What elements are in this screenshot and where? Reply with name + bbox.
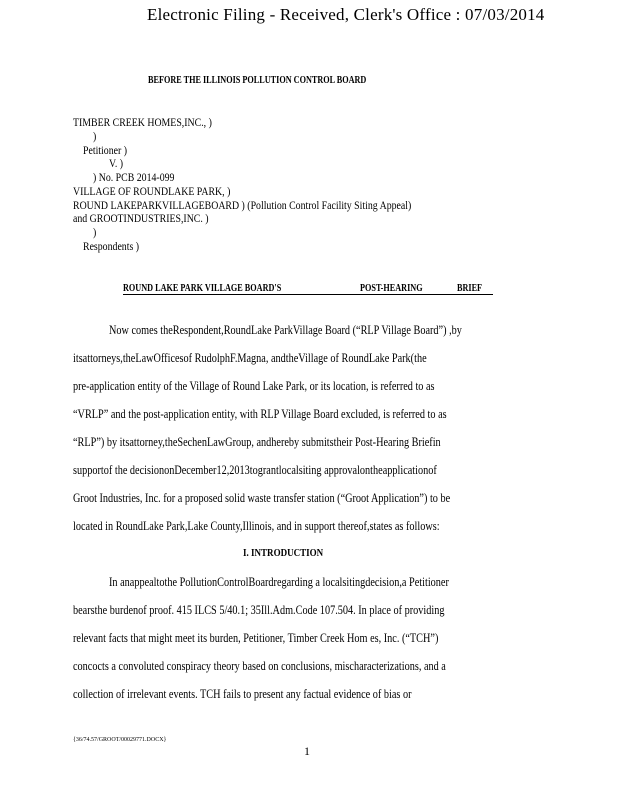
paragraph-line: collection of irrelevant events. TCH fails to present any factual evidence of bias or	[73, 687, 412, 701]
caption-line: )	[93, 225, 97, 239]
caption-line: ) No. PCB 2014-099	[93, 170, 175, 184]
paragraph-line: “RLP”) by itsattorney,theSechenLawGroup, andhereby submitstheir Post-Hearing Briefin	[73, 435, 441, 449]
brief-title-underline	[123, 294, 493, 295]
court-title: BEFORE THE ILLINOIS POLLUTION CONTROL BOARD	[148, 75, 367, 86]
paragraph-line: Groot Industries, Inc. for a proposed solid waste transfer station (“Groot Application”) to be	[73, 491, 451, 505]
brief-title-part1: ROUND LAKE PARK VILLAGE BOARD'S	[123, 283, 282, 294]
paragraph-line: Now comes theRespondent,RoundLake ParkVillage Board (“RLP Village Board”) ,by	[109, 323, 462, 337]
paragraph-line: supportof the decisiononDecember12,2013tograntlocalsiting approvalontheapplicationof	[73, 463, 437, 477]
paragraph-line: concocts a convoluted conspiracy theory based on conclusions, mischaracterizations, and a	[73, 659, 446, 673]
paragraph-line: pre-application entity of the Village of Round Lake Park, or its location, is referred to as	[73, 379, 435, 393]
document-reference: {36/74.57/GROOT/00029771.DOCX}	[73, 737, 167, 743]
paragraph-line: bearsthe burdenof proof. 415 ILCS 5/40.1; 35Ill.Adm.Code 107.504. In place of providing	[73, 603, 445, 617]
caption-line: TIMBER CREEK HOMES,INC., )	[73, 115, 212, 129]
caption-line: VILLAGE OF ROUNDLAKE PARK, )	[73, 184, 231, 198]
paragraph-line: located in RoundLake Park,Lake County,Illinois, and in support thereof,states as follows:	[73, 519, 440, 533]
caption-line: )	[93, 129, 97, 143]
caption-line: ROUND LAKEPARKVILLAGEBOARD ) (Pollution Control Facility Siting Appeal)	[73, 198, 412, 212]
paragraph-line: “VRLP” and the post-application entity, with RLP Village Board excluded, is referred to as	[73, 407, 447, 421]
paragraph-line: In anappealtothe PollutionControlBoardregarding a localsitingdecision,a Petitioner	[109, 575, 449, 589]
paragraph-line: itsattorneys,theLawOfficesof RudolphF.Magna, andtheVillage of RoundLake Park(the	[73, 351, 427, 365]
page-number: 1	[304, 744, 310, 758]
caption-line: V. )	[109, 156, 124, 170]
brief-title-part3: BRIEF	[457, 283, 483, 294]
filing-stamp-header: Electronic Filing - Received, Clerk's Office : 07/03/2014	[147, 5, 545, 24]
caption-line: and GROOTINDUSTRIES,INC. )	[73, 211, 209, 225]
section-heading: I. INTRODUCTION	[243, 547, 324, 559]
brief-title-part2: POST-HEARING	[360, 283, 423, 294]
paragraph-line: relevant facts that might meet its burden, Petitioner, Timber Creek Hom es, Inc. (“TCH”)	[73, 631, 439, 645]
caption-line: Petitioner )	[83, 143, 127, 157]
caption-line: Respondents )	[83, 239, 140, 253]
